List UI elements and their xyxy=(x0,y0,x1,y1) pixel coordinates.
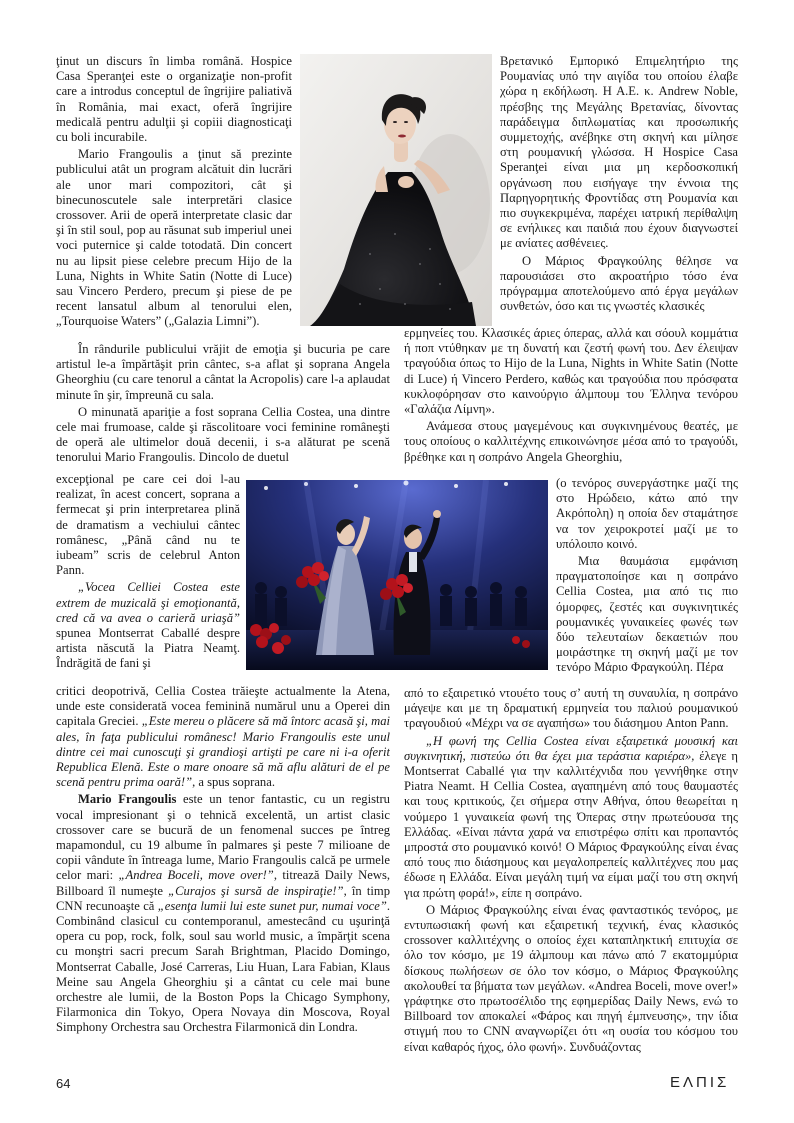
ro-paragraph-7: Mario Frangoulis este un tenor fantastic, cu un registru vocal impresionant şi o tehnică excelentă, un artist clasic crossover care se bucură de un fenomenal succes pe întreg mapamondul, cu 19 albume în palmares şi peste 7 milioane de copii vândute în întreaga lume, Mario Frangoulis calcă pe urmele celor mari: „Andrea Boceli, move over!”, titrează Daily News, Billboard îl numeşte „Curajos şi sursă de inspiraţie!”, în timp CNN recunoaşte că „esenţa lumii lui este sunet pur, numai voce”. Combinând clasicul cu contemporanul, amestecând cu uşurinţă opera cu pop, rock, folk, soul sau world music, a împărţit scena cu monştri sacri precum Sarah Brightman, Placido Domingo, Montserrat Caballe, José Carreras, Liu Huan, Lara Fabian, Klaus Meine sau Angela Gheorghiu şi a cântat cu cele mai bune orchestre ale lumii, de la Boston Pops la Chicago Symphony, Filarmonica din Tokyo, Opera Novaya din Moscova, Royal Simphony Orchestra sau Orchestra Filarmonică din Londra. xyxy=(56,792,390,1035)
greek-text-narrow xyxy=(556,476,738,686)
romanian-text-full-1 xyxy=(56,342,390,470)
gr-paragraph-3b: (ο τενόρος συνεργάστηκε μαζί της στο Ηρώδειο, κάτω από την Ακρόπολη) η οποία δεν σταμάτησε να τον χειροκροτεί μαζί με το υπόλοιπο κοινό. xyxy=(556,476,738,551)
gr-paragraph-2b: ερμηνείες του. Κλασικές άριες όπερας, αλλά και σόουλ κομμάτια ή ποπ ντύθηκαν με τη δυνατή και ζεστή φωνή του. Δεν έλειψαν τραγούδια όπως το Hijo de la Luna, Nights in White Satin (Notte di Luce) ή Vincero Perdero, καθώς και τραγούδια που πρόσφατα κυκλοφόρησαν στο καινούργιο άλμπουμ του Έλληνα τενόρου «Γαλάζια Λίμνη». xyxy=(404,326,738,417)
ro-caballe-quote: „Vocea Celliei Costea este extrem de muzicală şi emoţionantă, cred că va avea o carieră uriaşă” xyxy=(56,580,240,625)
stage-duet-illustration xyxy=(246,480,548,670)
ro-costea-quote: „Este mereu o plăcere să mă întorc acasă şi, mai ales, în faţa publicului românesc! Mario Frangoulis este unul dintre cei mai cunoscuţi şi grandioşi artişti pe care ni i-a oferit Republica Elenă. Este o mare onoare să mă aflu alături de el pe scenă pentru prima oară!” xyxy=(56,714,390,790)
greek-text-bottom xyxy=(404,686,738,1060)
gr-paragraph-2a: Ο Μάριος Φραγκούλης θέλησε να παρουσιάσει στο ακροατήριο τόσο ένα πρόγραμμα αποτελούμενο από έργα μεγάλων συνθετών, όσο και τις γνωστές κλασικές xyxy=(500,253,738,314)
romanian-text-bottom xyxy=(56,684,390,1046)
soprano-portrait-illustration xyxy=(300,54,492,326)
gr-paragraph-6: Ο Μάριος Φραγκούλης είναι ένας φανταστικός τενόρος, με εντυπωσιακή φωνή και εξαιρετική τεχνική, ένας κλασικός crossover καλλιτέχνης ο οποίος έχει καταπληκτική επιτυχία σε όλο τον κόσμο, με 19 άλμπουμ και πάνω από 7 εκατομμύρια δίσκους πωλήσεων σε όλο τον κόσμο, ο Μάριος Φραγκούλης ακολουθεί τα βήματα των μεγάλων. «Andrea Boceli, move over!» γράφτηκε στο πρωτοσέλιδο της εφημερίδας Daily News, ενώ το Billboard τον αποκαλεί «Φάρος και πηγή έμπνευσης», την ίδια στιγμή που το CNN αναγνωρίζει ότι «η ουσία του κόσμου του είναι καθαρός ήχος, όλο φωνή». Συνδυάζοντας xyxy=(404,902,738,1054)
magazine-name: ΕΛΠΙΣ xyxy=(670,1074,730,1091)
greek-text-full-1 xyxy=(404,326,738,476)
gr-paragraph-1: Βρετανικό Εμπορικό Επιμελητήριο της Ρουμανίας υπό την αιγίδα του οποίου έλαβε χώρα η εκδήλωση. Η Α.Ε. κ. Andrew Noble, πρέσβης της Μεγάλης Βρετανίας, δίνοντας παράδειγμα διπλωματίας και προσωπικής συμμετοχής, ανέβηκε στη σκηνή και μίλησε στη ρουμανική γλώσσα. Η Hospice Casa Speranţei είναι μια μη κερδοσκοπική οργάνωση που εισήγαγε την έννοια της Παρηγορητικής Φροντίδας στη Ρουμανία και πιο συγκεκριμένα, παρέχει ιατρική περίθαλψη σε ενήλικες και παιδιά που έχουν διαγνωστεί με ανίατες ασθένειες. xyxy=(500,54,738,251)
ro-paragraph-6: critici deopotrivă, Cellia Costea trăieşte actualmente la Atena, unde este considerată vocea feminină numărul unu a Operei din capitala Greciei. „Este mereu o plăcere să mă întorc acasă şi, mai ales, în faţa publicului românesc! Mario Frangoulis este unul dintre cei mai cunoscuţi şi grandioşi artişti pe care ni i-a oferit Republica Elenă. Este o mare onoare să mă aflu alături de el pe scenă pentru prima oară!”, a spus soprana. xyxy=(56,684,390,790)
stage-duet-photo xyxy=(246,480,548,670)
soprano-portrait-photo xyxy=(300,54,492,326)
page-number: 64 xyxy=(56,1076,71,1091)
romanian-text-narrow xyxy=(56,472,240,684)
ro-paragraph-4a: O minunată apariţie a fost soprana Cellia Costea, una dintre cele mai frumoase, calde şi răscolitoare voci feminine româneşti de operă ale ultimelor două decenii, i s-a alăturat pe scenă tenorului Mario Frangoulis. Dincolo de duetul xyxy=(56,404,390,465)
ro-paragraph-2: Mario Frangoulis a ţinut să prezinte publicului atât un program alcătuit din lucrări ale unor mari compozitori, cât şi binecunoscutele sale interpretări clasice crossover. Arii de operă interpretate clasic dar şi în stil soul, pop au răsunat sub imperiul unei voci puternice şi calde totodată. Din concert nu au lipsit piese celebre precum Hijo de la Luna, Nights in White Satin (Notte di Luce) sau Vincero Perdero, precum şi piese de pe recent lansatul album al tenorului elen, „Tourquoise Waters” („Galazia Limni”). xyxy=(56,147,292,329)
gr-paragraph-4b: από το εξαιρετικό ντουέτο τους σ’ αυτή τη συναυλία, η σοπράνο μάγεψε και με τη δραματική ερμηνεία του παλιού ρουμανικού τραγουδιού «Μέχρι να σε αγαπήσω» του διάσημου Anton Pann. xyxy=(404,686,738,731)
ro-paragraph-1: ţinut un discurs în limba română. Hospice Casa Speranţei este o organizaţie non-profit care a introdus conceptul de îngrijire paliativă în România, mai exact, oferă îngrijire medicală pentru adulţii şi copiii diagnosticaţi cu boli incurabile. xyxy=(56,54,292,145)
ro-frangoulis-name: Mario Frangoulis xyxy=(78,792,177,807)
ro-paragraph-5: „Vocea Celliei Costea este extrem de muzicală şi emoţionantă, cred că va avea o carieră uriaşă” spunea Montserrat Caballé despre artista născută la Piatra Neamţ. Îndrăgită de fani şi xyxy=(56,580,240,671)
gr-paragraph-3a: Ανάμεσα στους μαγεμένους και συγκινημένους θεατές, με τους οποίους ο καλλιτέχνης επικοινώνησε μέσα από το τραγούδι, βρέθηκε και η σοπράνο Angela Gheorghiu, xyxy=(404,419,738,464)
gr-caballe-quote: „Η φωνή της Cellia Costea είναι εξαιρετικά μουσική και συγκινητική, πιστεύω ότι θα έχει μια τεράστια καριέρα», xyxy=(404,733,738,763)
ro-paragraph-4b: excepţional pe care cei doi l-au realizat, în acest concert, soprana a fermecat şi prin interpretarea plină de dramatism a vechiului cântec românesc, „Până când nu te iubeam” scris de celebrul Anton Pann. xyxy=(56,472,240,578)
gr-paragraph-4a: Μια θαυμάσια εμφάνιση πραγματοποίησε και η σοπράνο Cellia Costea, μια από τις πιο όμορφες, ζεστές και συγκινητικές ρουμανικές γυναικείες φωνές των δύο τελευταίων δεκαετιών που μοιράστηκε τη σκηνή μαζί με τον τενόρο Μάριο Φραγκούλη. Πέρα xyxy=(556,554,738,675)
gr-paragraph-5: „Η φωνή της Cellia Costea είναι εξαιρετικά μουσική και συγκινητική, πιστεύω ότι θα έχει μια τεράστια καριέρα», έλεγε η Montserrat Caballé για την καλλιτέχνιδα που γεννήθηκε στην Piatra Neamt. Η Cellia Costea, αγαπημένη από τους θαυμαστές και τους κριτικούς, ζει σήμερα στην Αθήνα, όπου θεωρείται η νούμερο 1 γυναικεία φωνή της Όπερας στην πρωτεύουσα της Ελλάδας. «Είναι πάντα χαρά να επιστρέφω σπίτι και προπαντός μπροστά στο ρουμανικό κοινό! Ο Μάριος Φραγκούλης είναι ένας από τους πιο διάσημους και μεγαλοπρεπείς καλλιτέχνες που μας έδωσε η Ελλάδα. Είναι μεγάλη τιμή να είμαι μαζί του στη σκηνή για πρώτη φορά!», είπε η σοπράνο. xyxy=(404,733,738,900)
ro-paragraph-3: În rândurile publicului vrăjit de emoţia şi bucuria pe care artistul le-a împărtăşit prin cântec, s-a aflat şi soprana Angela Gheorghiu (cu care tenorul a cântat la Acropolis) care l-a aplaudat minute în şir, împreună cu sala. xyxy=(56,342,390,402)
